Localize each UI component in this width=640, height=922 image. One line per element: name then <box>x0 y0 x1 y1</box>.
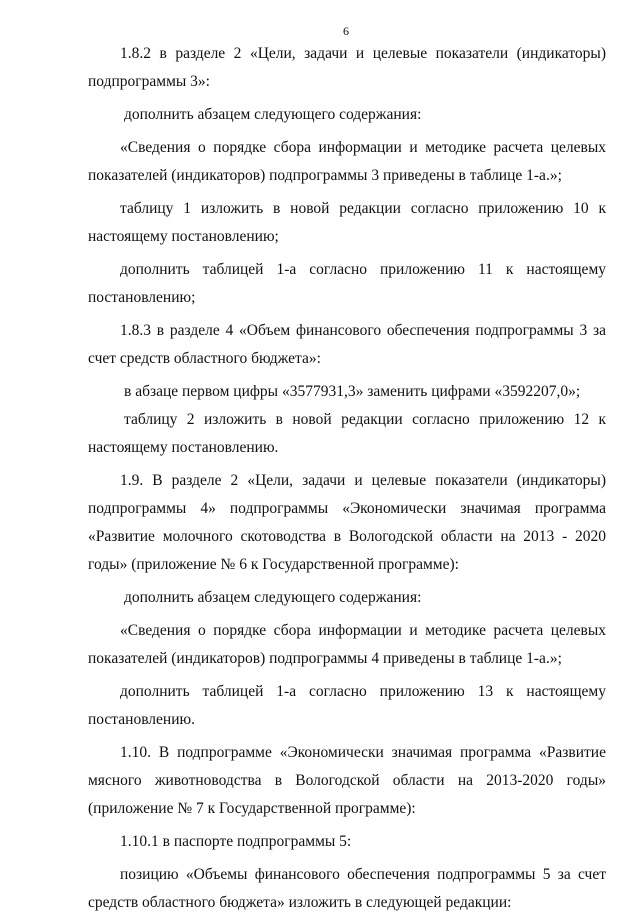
paragraph-add-abstract-2: дополнить абзацем следующего содержания: <box>124 589 422 606</box>
paragraph-table-1a: дополнить таблицей 1-а согласно приложению 11 к настоящему постановлению; <box>88 261 606 306</box>
paragraph-add-abstract: дополнить абзацем следующего содержания: <box>124 106 422 123</box>
paragraph-table-1a-2: дополнить таблицей 1-а согласно приложению 13 к настоящему постановлению. <box>88 683 606 728</box>
paragraph-quote-info-2: «Сведения о порядке сбора информации и методике расчета целевых показателей (индикаторов) подпрограммы 4 приведены в таблице 1-а.»; <box>88 622 606 667</box>
paragraph-replace-figures: в абзаце первом цифры «3577931,3» заменить цифрами «3592207,0»; <box>124 383 581 400</box>
paragraph-table-2: таблицу 2 изложить в новой редакции согласно приложению 12 к настоящему постановлению. <box>88 411 606 456</box>
paragraph-position: позицию «Объемы финансового обеспечения подпрограммы 5 за счет средств областного бюджета» изложить в следующей редакции: <box>88 866 606 911</box>
paragraph-quote-info: «Сведения о порядке сбора информации и методике расчета целевых показателей (индикаторов) подпрограммы 3 приведены в таблице 1-а.»; <box>88 139 606 184</box>
page-number: 6 <box>343 24 349 38</box>
paragraph-1-10: 1.10. В подпрограмме «Экономически значимая программа «Развитие мясного животноводства в Вологодской области на 2013-2020 годы» (приложение № 7 к Государственной программе): <box>88 744 606 817</box>
paragraph-table-1: таблицу 1 изложить в новой редакции согласно приложению 10 к настоящему постановлению; <box>88 200 606 245</box>
paragraph-1-9: 1.9. В разделе 2 «Цели, задачи и целевые показатели (индикаторы) подпрограммы 4» подпрограммы «Экономически значимая программа «Развитие молочного скотоводства в Вологодской области на 2013 - 2020 годы» (приложение № 6 к Государственной программе): <box>88 472 606 573</box>
document-body <box>88 40 606 922</box>
paragraph-1-10-1: 1.10.1 в паспорте подпрограммы 5: <box>120 833 352 850</box>
paragraph-1-8-3: 1.8.3 в разделе 4 «Объем финансового обеспечения подпрограммы 3 за счет средств областного бюджета»: <box>88 322 606 367</box>
paragraph-1-8-2: 1.8.2 в разделе 2 «Цели, задачи и целевые показатели (индикаторы) подпрограммы 3»: <box>88 45 606 90</box>
